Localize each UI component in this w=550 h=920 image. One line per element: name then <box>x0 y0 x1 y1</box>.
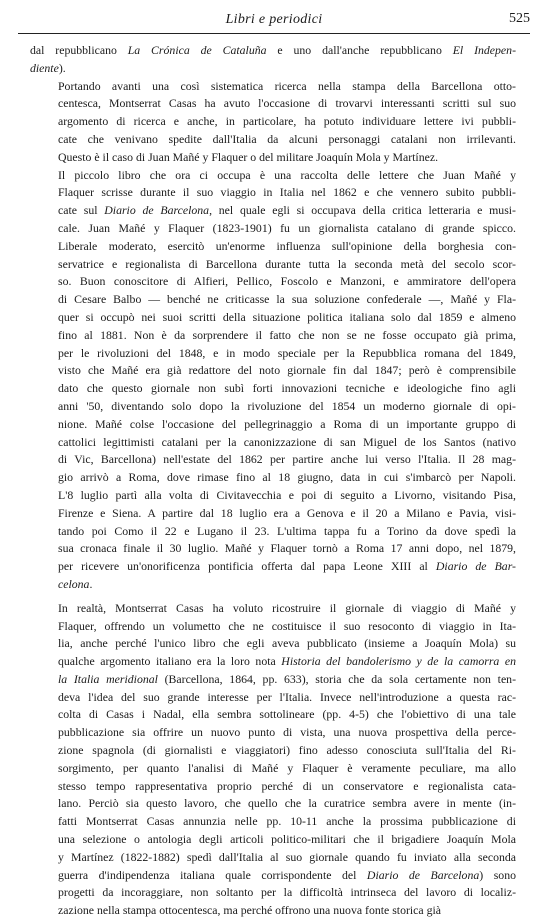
text-line: visto che Mañé era già redattore del noto giornale fin dal 1847; però è comprensibile <box>58 363 516 378</box>
paragraph <box>30 167 516 594</box>
paragraph <box>30 600 516 920</box>
text-line: colta di Casas i Nadal, ella sembra sottolineare (pp. 4-5) che l'obiettivo di una tale <box>58 707 516 722</box>
text-line: lano. Perciò sia questo lavoro, che quello che la curatrice sembra avere in mente (in- <box>58 796 516 811</box>
text-line: fatti Montserrat Casas annunzia nelle pp. 10-11 anche la prossima pubblicazione di <box>58 814 516 829</box>
text-line: progetti da incoraggiare, non soltanto per la difficoltà intrinseca del lavoro di localiz- <box>58 885 516 900</box>
text-line: servatrice e regionalista di Barcellona durante tutta la seconda metà del secolo scor- <box>58 256 516 271</box>
text-line: Firenze e Siena. A partire dal 18 luglio era a Genova e il 20 a Milano e Pavia, visi- <box>58 505 516 520</box>
running-header <box>18 8 530 34</box>
text-line: diente). <box>30 60 66 75</box>
text-line: zazione nella stampa ottocentesca, ma perché offrono una nuova fonte storica già <box>58 903 442 918</box>
text-line: quer si occupò nei suoi scritti della situazione politica italiana solo dal 1859 e almeno <box>58 309 516 324</box>
text-line: tando poi Como il 22 e Lugano il 23. L'ultima tappa fu a Torino da dove spedì la <box>58 523 516 538</box>
text-line: Questo è il caso di Juan Mañé y Flaquer o del militare Joaquín Mola y Martínez. <box>58 149 439 164</box>
text-line: qualche argomento italiano era la loro nota Historia del bandolerismo y de la camorra en <box>58 654 516 669</box>
header-rule <box>18 33 530 34</box>
paragraph <box>30 78 516 167</box>
text-line: la Italia meridional (Barcellona, 1864, pp. 633), storia che da sola certamente non ten- <box>58 671 517 686</box>
text-line: per ricevere un'onorificenza pontificia offerta dal papa Leone XIII al Diario de Bar- <box>58 559 516 574</box>
text-line: cate sul Diario de Barcelona, nel quale egli si occupava della critica letteraria e musi- <box>58 203 516 218</box>
text-line: centesca, Montserrat Casas ha avuto l'occasione di trovarvi interessanti scritti sul suo <box>58 96 516 111</box>
text-line: nione. Mañé colse l'occasione del pellegrinaggio a Roma di un importante gruppo di <box>58 416 516 431</box>
text-line: una selezione o antologia degli articoli politico-militari che il brigadiere Joaquín Mola <box>58 832 516 847</box>
text-line: di Vic, Barcellona) nell'estate del 1862 per partire anche lui verso l'Italia. Il 28 mag- <box>58 452 516 467</box>
text-line: guerra d'indipendenza italiana quale corrispondente del Diario de Barcelona) sono <box>58 867 516 882</box>
text-line: L'8 luglio partì alla volta di Civitavecchia e poi di seguito a Livorno, visitando Pisa, <box>58 487 516 502</box>
text-line: cale. Juan Mañé y Flaquer (1823-1901) fu un giornalista catalano di grande spicco. <box>58 220 516 235</box>
text-line: cate che venivano spedite dall'Italia da alcuni personaggi catalani non irrilevanti. <box>58 131 516 146</box>
text-line: cattolici legittimisti catalani per la canonizzazione di san Miguel de los Santos (nativo <box>58 434 516 449</box>
text-line: sua cronaca finale il 30 luglio. Mañé y Flaquer tornò a Roma 17 anni dopo, nel 1879, <box>58 541 516 556</box>
text-line: Portando avanti una così sistematica ricerca nella stampa della Barcellona otto- <box>58 78 516 93</box>
text-line: dal repubblicano La Crónica de Cataluña e uno dall'anche repubblicano El Indepen- <box>30 43 516 57</box>
text-line: dato che questo giornale non subì forti innovazioni tecniche e ideologiche fino agli <box>58 381 516 396</box>
text-line: lia, anche perché l'unico libro che egli aveva pubblicato (insieme a Joaquín Mola) su <box>58 636 516 651</box>
text-line: so. Buon conoscitore di Alfieri, Pellico, Foscolo e Manzoni, e ammiratore dell'opera <box>58 274 516 289</box>
paragraph <box>30 42 516 78</box>
text-line: argomento di ricerca e anche, in particolare, ha potuto individuare lettere ivi pubbli- <box>58 114 516 129</box>
text-line: deva l'idea del suo grande interesse per l'Italia. Invece nell'introduzione a questa rac- <box>58 689 516 704</box>
text-line: Liberale moderato, esercitò un'enorme influenza sull'opinione della borghesia con- <box>58 238 516 253</box>
text-line: di Cesare Balbo — benché ne criticasse la sua soluzione confederale —, Mañé y Fla- <box>58 292 516 307</box>
text-line: Flaquer scrisse durante il suo viaggio in Italia nel 1862 e che vennero subito pubbli- <box>58 185 516 200</box>
body-text <box>30 42 516 920</box>
text-line: gio arrivò a Roma, dove rimase fino al 18 giugno, data in cui s'imbarcò per Napoli. <box>58 470 516 485</box>
text-line: pubblicazione sia offrire un nuovo punto di vista, una nuova prospettiva della perce- <box>58 725 516 740</box>
page-number: 525 <box>509 11 530 26</box>
text-line: per le rivoluzioni del 1848, e in modo speciale per la Repubblica romana del 1849, <box>58 345 516 360</box>
text-line: fino al 1881. Non è da sorprendere il fatto che non se ne fosse occupato già prima, <box>58 327 516 342</box>
text-line: stesso tempo rappresentativa proprio perché di un conservatore e regionalista cata- <box>58 778 516 793</box>
text-line: anni '50, diventando solo dopo la rivoluzione del 1854 un moderno giornale di opi- <box>58 398 516 413</box>
text-line: sorgimento, per quanto l'analisi di Mañé y Flaquer è veramente peculiare, ma allo <box>58 760 516 775</box>
text-line: Flaquer, offrendo un volumetto che ne costituisce il suo resoconto di viaggio in Ita- <box>58 618 516 633</box>
text-line: y Martínez (1822-1882) spedì dall'Italia al suo giornale quando fu inviato alla seconda <box>58 849 516 864</box>
running-title: Libri e periodici <box>225 12 323 27</box>
text-line: In realtà, Montserrat Casas ha voluto ricostruire il giornale di viaggio di Mañé y <box>58 600 516 615</box>
text-line: Il piccolo libro che ora ci occupa è una raccolta delle lettere che Juan Mañé y <box>58 167 516 182</box>
text-line: celona. <box>58 576 93 591</box>
text-line: zione spagnola (di giornalisti e viaggiatori) fino adesso conosciuta sull'Italia del Ri- <box>58 743 516 758</box>
